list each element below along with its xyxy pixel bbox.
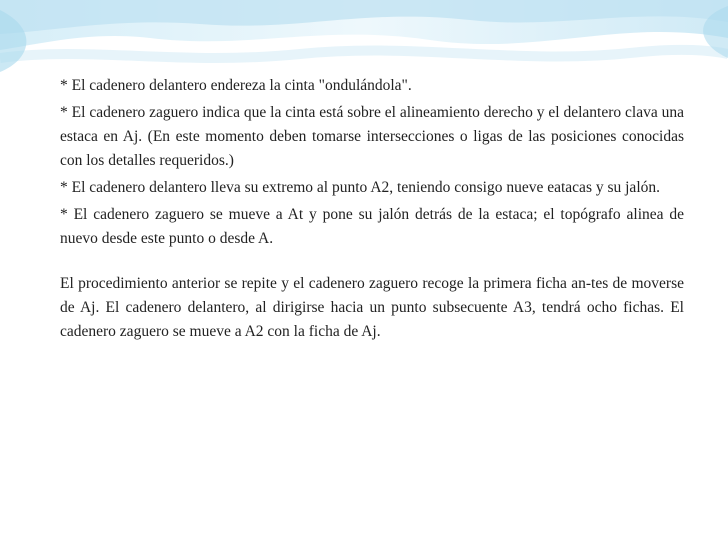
bullet-3: * El cadenero delantero lleva su extremo al punto A2, teniendo consigo nueve eatacas y su jalón. xyxy=(60,179,660,196)
closing-paragraph: El procedimiento anterior se repite y el cadenero zaguero recoge la primera ficha an-tes de moverse de Aj. El cadenero delantero, al dirigirse hacia un punto subsecuente A3, tendrá ocho fichas. El cadenero zaguero se mueve a A2 con la ficha de Aj. xyxy=(60,275,684,340)
slide-body xyxy=(60,74,684,347)
header-wave-decoration xyxy=(0,0,728,80)
bullet-4: * El cadenero zaguero se mueve a At y pone su jalón detrás de la estaca; el topógrafo alinea de nuevo desde este punto o desde A. xyxy=(60,206,684,247)
bullet-2: * El cadenero zaguero indica que la cinta está sobre el alineamiento derecho y el delantero clava una estaca en Aj. (En este momento deben tomarse intersecciones o ligas de las posiciones conocidas con los detalles requeridos.) xyxy=(60,104,684,169)
bullet-1: * El cadenero delantero endereza la cinta "ondulándola". xyxy=(60,77,412,94)
